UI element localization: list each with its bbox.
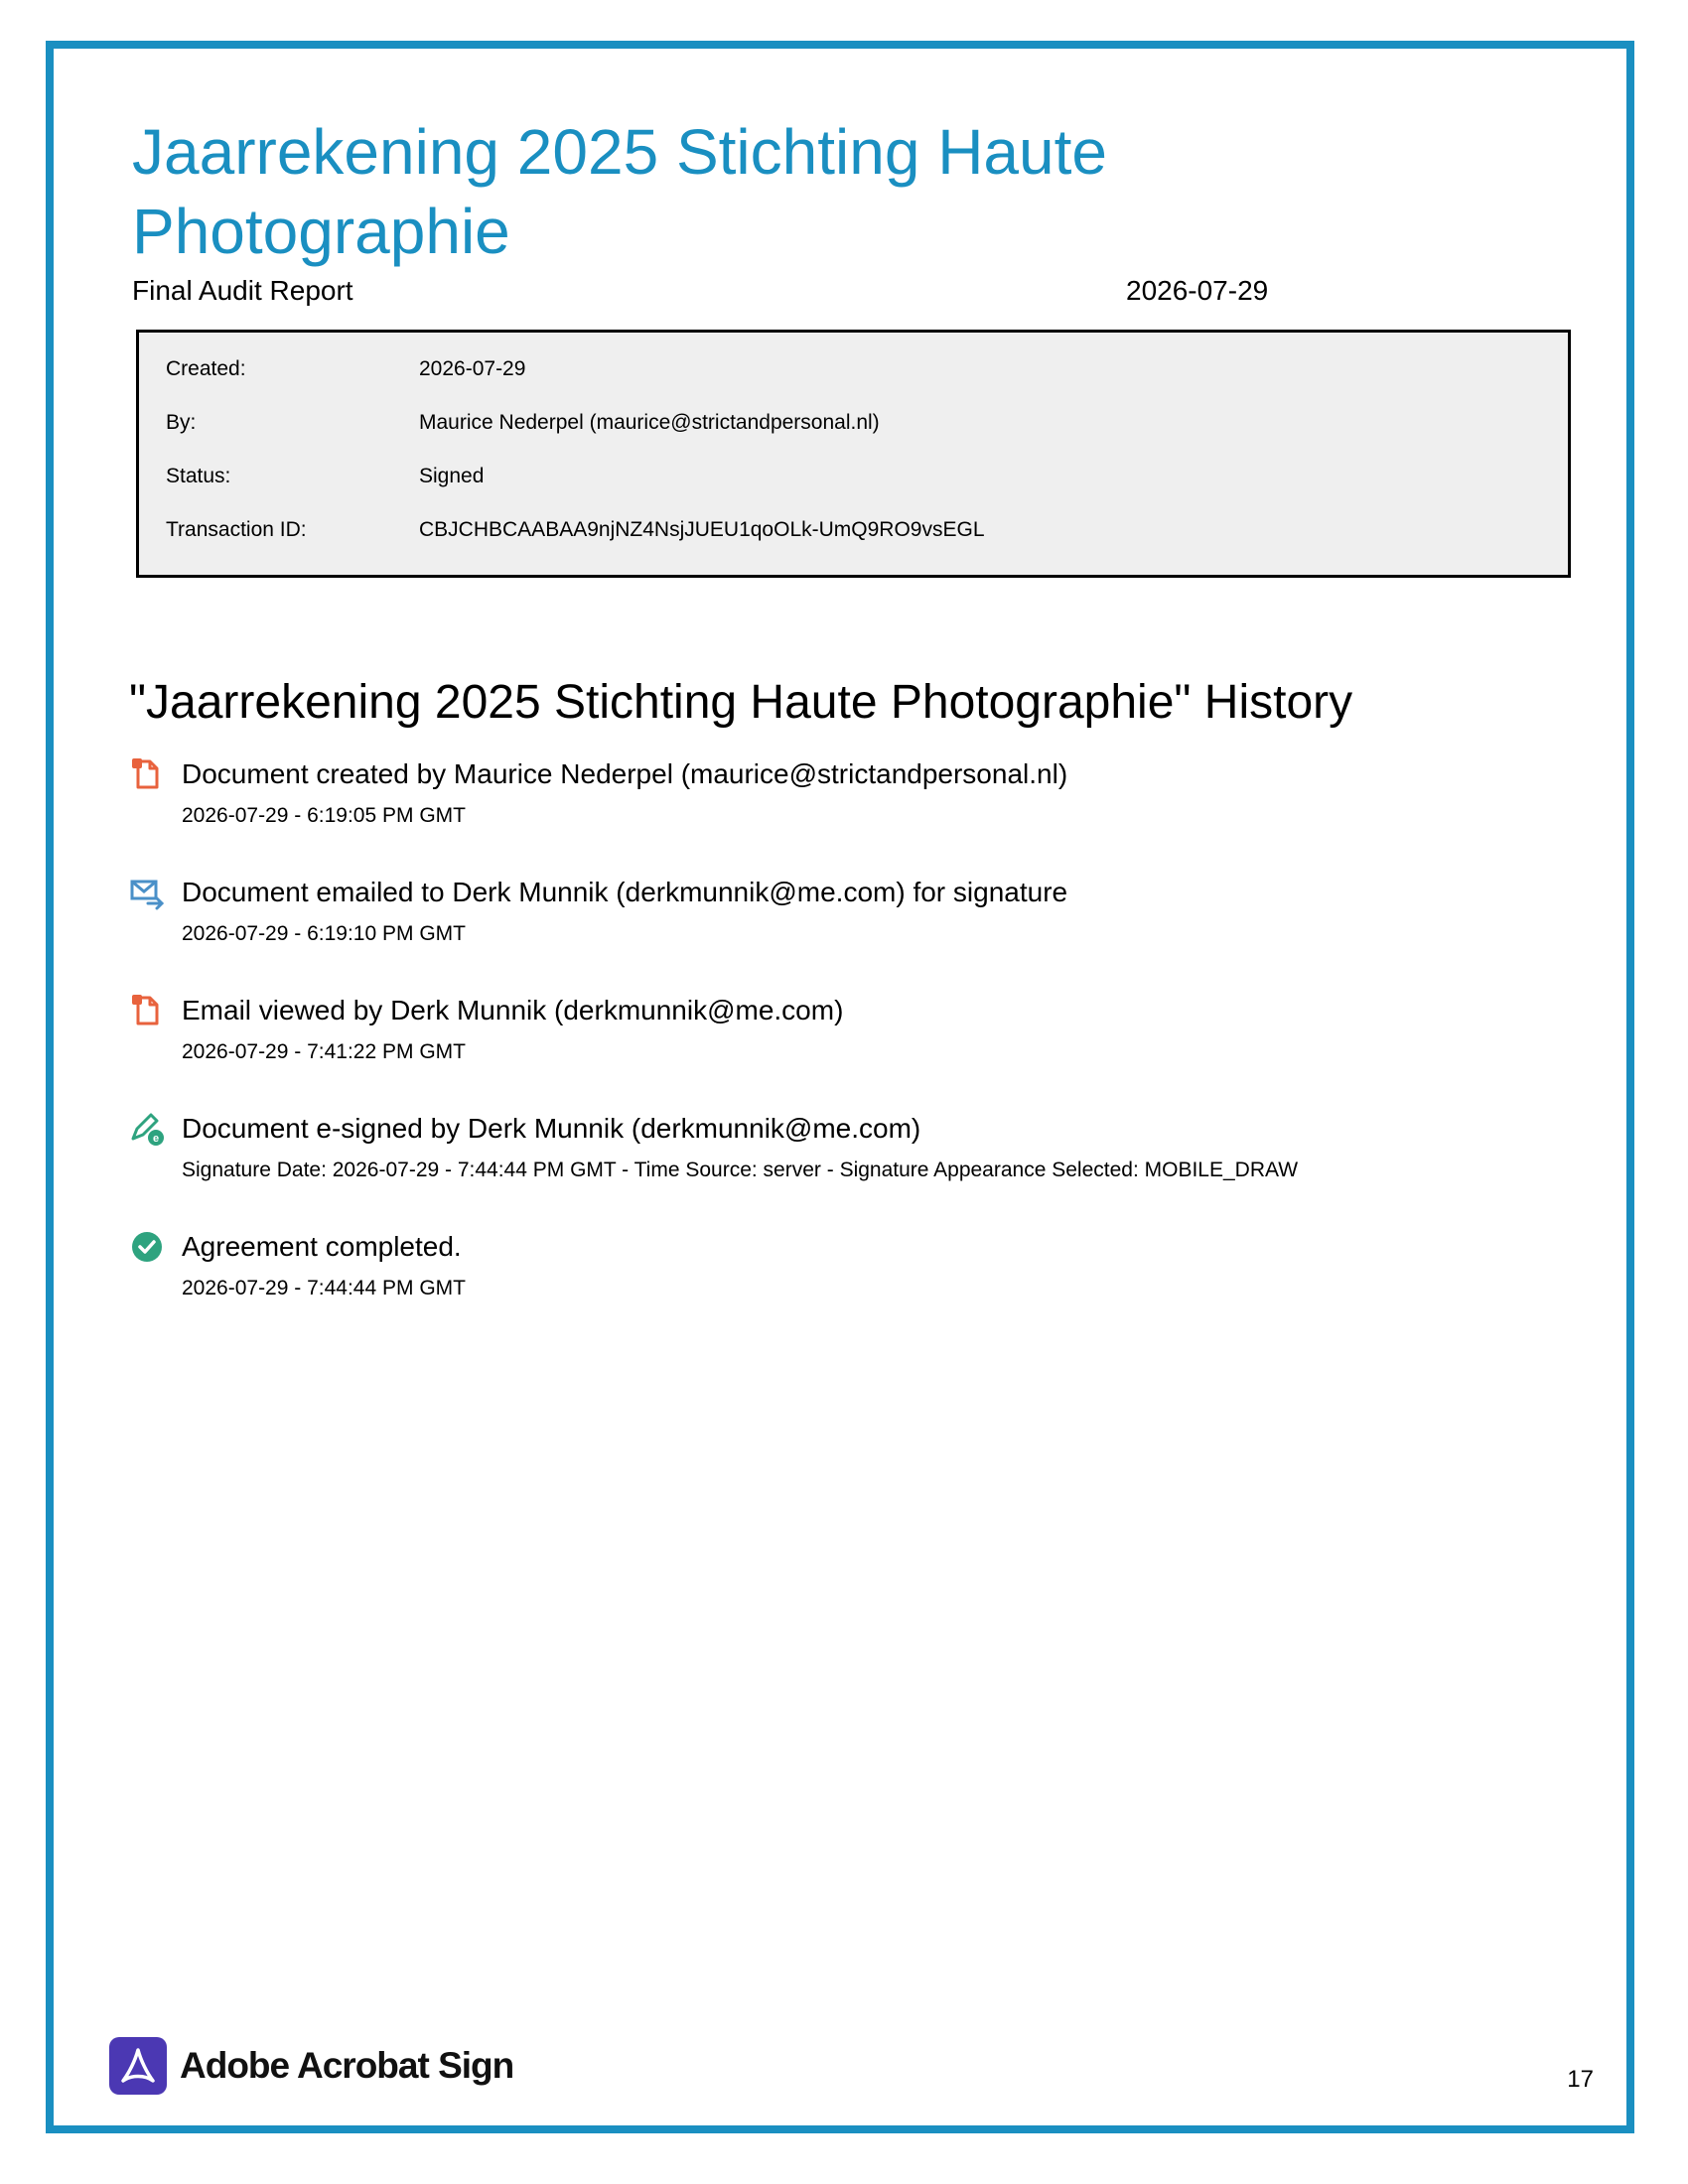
event-title: Email viewed by Derk Munnik (derkmunnik@me.com)	[182, 995, 844, 1025]
report-date: 2026-07-29	[1126, 275, 1269, 306]
acrobat-logo-icon	[109, 2037, 167, 2095]
e-sign-pen-icon	[129, 1111, 165, 1147]
history-heading: "Jaarrekening 2025 Stichting Haute Photographie" History	[129, 676, 1353, 729]
summary-label: Created:	[166, 357, 246, 380]
event-timestamp: 2026-07-29 - 6:19:05 PM GMT	[182, 804, 466, 827]
event-title: Document e-signed by Derk Munnik (derkmunnik@me.com)	[182, 1113, 921, 1144]
history-event	[129, 1229, 1559, 1318]
event-timestamp: 2026-07-29 - 7:44:44 PM GMT	[182, 1277, 466, 1299]
summary-value: CBJCHBCAABAA9njNZ4NsjJUEU1qoOLk-UmQ9RO9vsEGL	[419, 518, 985, 541]
summary-value: 2026-07-29	[419, 357, 526, 380]
summary-value: Maurice Nederpel (maurice@strictandpersonal.nl)	[419, 411, 880, 434]
event-title: Document emailed to Derk Munnik (derkmunnik@me.com) for signature	[182, 877, 1068, 907]
report-subtitle: Final Audit Report	[132, 275, 353, 306]
page-number: 17	[1567, 2066, 1594, 2093]
event-timestamp: 2026-07-29 - 6:19:10 PM GMT	[182, 922, 466, 945]
summary-label: Transaction ID:	[166, 518, 307, 541]
summary-box	[136, 330, 1571, 578]
event-title: Agreement completed.	[182, 1231, 462, 1262]
checkmark-circle-icon	[129, 1229, 165, 1265]
document-created-icon	[129, 756, 165, 792]
history-event	[129, 875, 1559, 964]
history-event	[129, 756, 1559, 846]
event-signature-details: Signature Date: 2026-07-29 - 7:44:44 PM GMT - Time Source: server - Signature Appearance Selected: MOBILE_DRAW	[182, 1159, 1299, 1181]
history-event	[129, 1111, 1559, 1200]
logo-text: Adobe Acrobat Sign	[180, 2045, 514, 2086]
document-title: Jaarrekening 2025 Stichting Haute Photographie	[132, 116, 1107, 267]
event-title: Document created by Maurice Nederpel (maurice@strictandpersonal.nl)	[182, 758, 1068, 789]
svg-text:e: e	[152, 1133, 160, 1145]
email-sent-icon	[129, 875, 165, 910]
summary-label: Status:	[166, 465, 231, 487]
summary-value: Signed	[419, 465, 485, 487]
summary-label: By:	[166, 411, 197, 434]
history-event	[129, 993, 1559, 1082]
event-timestamp: 2026-07-29 - 7:41:22 PM GMT	[182, 1040, 466, 1063]
adobe-acrobat-sign-logo	[109, 2037, 526, 2097]
document-viewed-icon	[129, 993, 165, 1028]
